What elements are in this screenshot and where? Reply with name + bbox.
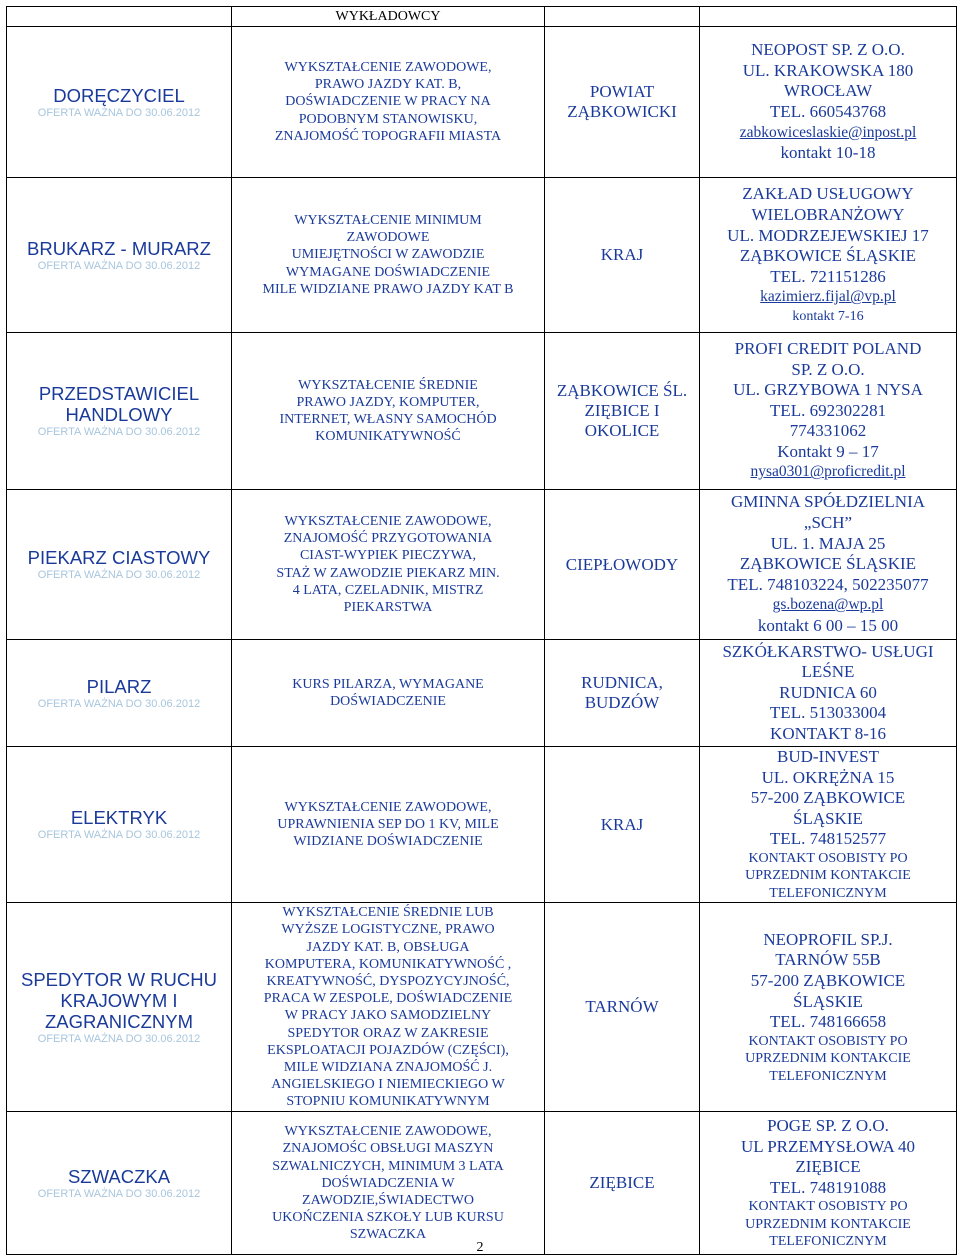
employer-line: ŚLĄSKIE bbox=[793, 808, 863, 828]
employer-cell bbox=[700, 640, 957, 747]
header-requirements-cell bbox=[232, 7, 545, 27]
employer-line: KONTAKT 8-16 bbox=[770, 723, 886, 743]
header-job-cell bbox=[7, 7, 232, 27]
employer-line: TEL. 513033004 bbox=[769, 703, 887, 723]
requirement-line: PIEKARSTWA bbox=[343, 599, 433, 615]
employer-line: 774331062 bbox=[789, 421, 867, 441]
employer-line: UL. 1. MAJA 25 bbox=[770, 533, 886, 553]
offer-validity: OFERTA WAŻNA DO 30.06.2012 bbox=[37, 106, 201, 119]
employer-line: GMINNA SPÓŁDZIELNIA bbox=[730, 492, 926, 512]
location-line: TARNÓW bbox=[585, 997, 659, 1017]
requirement-line: MILE WIDZIANA ZNAJOMOŚĆ J. bbox=[283, 1060, 493, 1076]
requirement-line: DOŚWIADCZENIA W bbox=[321, 1175, 455, 1191]
location-cell bbox=[545, 747, 700, 903]
job-title: ZAGRANICZNYM bbox=[45, 1010, 193, 1032]
job-cell bbox=[7, 640, 232, 747]
employer-line: WROCŁAW bbox=[783, 81, 873, 101]
job-cell bbox=[7, 903, 232, 1112]
job-title: ELEKTRYK bbox=[70, 807, 168, 829]
requirement-line: DOŚWIADCZENIE W PRACY NA bbox=[285, 94, 491, 110]
employer-line: BUD-INVEST bbox=[777, 747, 879, 766]
table-row bbox=[7, 178, 957, 333]
requirements-cell bbox=[232, 490, 545, 640]
requirement-line: ZNAJOMOŚĆ PRZYGOTOWANIA bbox=[283, 531, 493, 547]
offer-validity: OFERTA WAŻNA DO 30.06.2012 bbox=[37, 1032, 201, 1045]
requirement-line: SPEDYTOR ORAZ W ZAKRESIE bbox=[287, 1025, 489, 1041]
requirement-line: UKOŃCZENIA SZKOŁY LUB KURSU bbox=[272, 1210, 504, 1226]
requirement-line: STOPNIU KOMUNIKATYWNYM bbox=[286, 1094, 490, 1110]
requirement-line: WYKSZTAŁCENIE ZAWODOWE, bbox=[284, 59, 492, 75]
requirement-line: WYKSZTAŁCENIE ŚREDNIE bbox=[298, 377, 478, 393]
requirement-line: WYMAGANE DOŚWIADCZENIE bbox=[285, 264, 491, 280]
employer-line: KONTAKT OSOBISTY PO bbox=[748, 1199, 908, 1215]
employer-cell bbox=[700, 747, 957, 903]
job-cell bbox=[7, 333, 232, 490]
employer-line: kontakt 6 00 – 15 00 bbox=[757, 615, 899, 635]
requirements-cell bbox=[232, 333, 545, 490]
employer-line: TELEFONICZNYM bbox=[769, 1234, 887, 1250]
requirement-line: PRAWO JAZDY, KOMPUTER, bbox=[296, 394, 480, 410]
employer-line: SP. Z O.O. bbox=[791, 359, 865, 379]
location-line: ZIĘBICE bbox=[589, 1173, 655, 1193]
employer-line: UPRZEDNIM KONTAKCIE bbox=[745, 1216, 911, 1232]
employer-line: kontakt 7-16 bbox=[792, 309, 864, 325]
employer-cell bbox=[700, 333, 957, 490]
location-cell bbox=[545, 640, 700, 747]
employer-line: NEOPOST SP. Z O.O. bbox=[751, 40, 905, 60]
requirement-line: ZAWODOWE bbox=[346, 230, 430, 246]
requirement-line: ZNAJOMOŚĆ TOPOGRAFII MIASTA bbox=[274, 128, 502, 144]
employer-cell bbox=[700, 178, 957, 333]
header-employer-cell bbox=[700, 7, 957, 27]
employer-cell bbox=[700, 490, 957, 640]
employer-line: TEL. 748191088 bbox=[769, 1177, 887, 1197]
table-row bbox=[7, 903, 957, 1112]
header-row bbox=[7, 7, 957, 27]
employer-line: TELEFONICZNYM bbox=[769, 885, 887, 901]
offer-validity: OFERTA WAŻNA DO 30.06.2012 bbox=[37, 697, 201, 710]
requirement-line: PRACA W ZESPOLE, DOŚWIADCZENIE bbox=[263, 991, 513, 1007]
table-row bbox=[7, 490, 957, 640]
job-title: SPEDYTOR W RUCHU bbox=[21, 968, 217, 990]
location-cell bbox=[545, 178, 700, 333]
requirement-line: PODOBNYM STANOWISKU, bbox=[298, 111, 478, 127]
employer-line: UL. KRAKOWSKA 180 bbox=[742, 60, 914, 80]
employer-line: ŚLĄSKIE bbox=[793, 991, 863, 1011]
employer-line: TEL. 692302281 bbox=[769, 400, 887, 420]
requirement-line: KREATYWNOŚĆ, DYSPOZYCYJNOŚĆ, bbox=[266, 974, 510, 990]
requirements-cell bbox=[232, 178, 545, 333]
requirement-line: JAZDY KAT. B, OBSŁUGA bbox=[306, 939, 470, 955]
location-line: BUDZÓW bbox=[584, 693, 660, 712]
requirement-line: CIAST-WYPIEK PIECZYWA, bbox=[299, 548, 477, 564]
employer-email-link[interactable]: kazimierz.fijal@vp.pl bbox=[760, 288, 896, 306]
employer-line: TEL. 748103224, 502235077 bbox=[727, 574, 929, 594]
employer-line: SZKÓŁKARSTWO- USŁUGI bbox=[722, 641, 934, 661]
job-cell bbox=[7, 490, 232, 640]
employer-cell bbox=[700, 1112, 957, 1255]
requirement-line: EKSPLOATACJI POJAZDÓW (CZĘŚCI), bbox=[267, 1042, 509, 1058]
requirement-line: PRAWO JAZDY KAT. B, bbox=[314, 77, 462, 93]
employer-line: RUDNICA 60 bbox=[779, 682, 877, 702]
requirement-line: KOMPUTERA, KOMUNIKATYWNOŚĆ , bbox=[264, 956, 512, 972]
location-cell bbox=[545, 490, 700, 640]
requirement-line: SZWACZKA bbox=[349, 1227, 427, 1243]
requirement-line: SZWALNICZYCH, MINIMUM 3 LATA bbox=[272, 1158, 504, 1174]
employer-line: TELEFONICZNYM bbox=[769, 1068, 887, 1084]
requirement-line: MILE WIDZIANE PRAWO JAZDY KAT B bbox=[262, 281, 514, 297]
requirement-line: WYKSZTAŁCENIE ZAWODOWE, bbox=[284, 799, 492, 815]
employer-email-link[interactable]: nysa0301@proficredit.pl bbox=[750, 463, 906, 481]
employer-line: KONTAKT OSOBISTY PO bbox=[748, 850, 908, 866]
job-offers-table bbox=[6, 6, 957, 1255]
location-line: KRAJ bbox=[600, 814, 644, 834]
job-title: DORĘCZYCIEL bbox=[53, 84, 185, 106]
employer-line: WIELOBRANŻOWY bbox=[751, 205, 905, 225]
requirement-line: INTERNET, WŁASNY SAMOCHÓD bbox=[279, 412, 497, 427]
employer-line: ZĄBKOWICE ŚLĄSKIE bbox=[739, 554, 917, 574]
requirement-line: WYKSZTAŁCENIE ZAWODOWE, bbox=[284, 1124, 492, 1140]
employer-line: UL. GRZYBOWA 1 NYSA bbox=[733, 380, 923, 400]
requirement-line: KURS PILARZA, WYMAGANE bbox=[292, 676, 484, 692]
offer-validity: OFERTA WAŻNA DO 30.06.2012 bbox=[37, 426, 201, 438]
employer-cell bbox=[700, 903, 957, 1112]
requirement-line: WYŻSZE LOGISTYCZNE, PRAWO bbox=[281, 922, 495, 938]
location-line: KRAJ bbox=[600, 245, 644, 264]
employer-line: 57-200 ZĄBKOWICE bbox=[750, 970, 906, 990]
employer-line: TEL. 748166658 bbox=[769, 1012, 887, 1032]
employer-email-link[interactable]: zabkowiceslaskie@inpost.pl bbox=[739, 123, 917, 141]
employer-line: ZIĘBICE bbox=[795, 1157, 861, 1177]
requirement-line: STAŻ W ZAWODZIE PIEKARZ MIN. bbox=[276, 565, 500, 581]
employer-cell bbox=[700, 27, 957, 178]
requirements-cell bbox=[232, 747, 545, 903]
job-cell bbox=[7, 27, 232, 178]
requirement-line: ZNAJOMOŚC OBSŁUGI MASZYN bbox=[282, 1141, 494, 1157]
location-line: ZĄBKOWICKI bbox=[567, 102, 677, 121]
location-line: CIEPŁOWODY bbox=[565, 554, 679, 574]
requirement-line: WYKSZTAŁCENIE ŚREDNIE LUB bbox=[282, 905, 494, 921]
offer-validity: OFERTA WAŻNA DO 30.06.2012 bbox=[37, 259, 201, 272]
job-cell bbox=[7, 747, 232, 903]
employer-line: KONTAKT OSOBISTY PO bbox=[748, 1033, 908, 1049]
requirement-line: KOMUNIKATYWNOŚĆ bbox=[315, 429, 461, 445]
employer-line: PROFI CREDIT POLAND bbox=[734, 338, 922, 358]
employer-line: UPRZEDNIM KONTAKCIE bbox=[745, 868, 911, 884]
employer-line: TEL. 748152577 bbox=[769, 829, 887, 849]
job-title: PIEKARZ CIASTOWY bbox=[27, 547, 211, 568]
offer-validity: OFERTA WAŻNA DO 30.06.2012 bbox=[37, 1187, 201, 1200]
job-title: HANDLOWY bbox=[65, 404, 173, 425]
requirement-line: DOŚWIADCZENIE bbox=[330, 694, 446, 709]
employer-line: POGE SP. Z O.O. bbox=[767, 1116, 889, 1136]
employer-line: UL. MODRZEJEWSKIEJ 17 bbox=[727, 225, 929, 245]
employer-line: TEL. 721151286 bbox=[770, 266, 886, 286]
job-cell bbox=[7, 178, 232, 333]
table-row bbox=[7, 333, 957, 490]
table-row bbox=[7, 27, 957, 178]
employer-line: UL PRZEMYSŁOWA 40 bbox=[740, 1136, 916, 1156]
employer-line: Kontakt 9 – 17 bbox=[777, 441, 879, 461]
job-title: BRUKARZ - MURARZ bbox=[27, 237, 211, 259]
location-line: OKOLICE bbox=[584, 421, 660, 440]
page-number: 2 bbox=[476, 1240, 484, 1255]
job-offers-body bbox=[7, 7, 957, 1255]
requirement-line: WYKSZTAŁCENIE MINIMUM bbox=[294, 212, 482, 228]
employer-line: UL. OKRĘŻNA 15 bbox=[761, 767, 895, 787]
table-row bbox=[7, 640, 957, 747]
requirement-line: W PRACY JAKO SAMODZIELNY bbox=[284, 1008, 492, 1024]
requirement-line: UPRAWNIENIA SEP DO 1 KV, MILE bbox=[277, 817, 499, 833]
employer-line: ZAKŁAD USŁUGOWY bbox=[742, 184, 914, 204]
job-cell bbox=[7, 1112, 232, 1255]
job-title: SZWACZKA bbox=[67, 1165, 171, 1187]
employer-line: 57-200 ZĄBKOWICE bbox=[750, 788, 906, 808]
requirement-line: WYKSZTAŁCENIE ZAWODOWE, bbox=[284, 513, 492, 529]
job-title: PRZEDSTAWICIEL bbox=[38, 383, 200, 404]
requirements-cell bbox=[232, 27, 545, 178]
table-row bbox=[7, 747, 957, 903]
employer-line: kontakt 10-18 bbox=[780, 143, 876, 163]
employer-line: „SCH” bbox=[803, 513, 853, 533]
requirements-cell bbox=[232, 903, 545, 1112]
employer-line: NEOPROFIL SP.J. bbox=[763, 929, 893, 949]
location-cell bbox=[545, 27, 700, 178]
job-title: PILARZ bbox=[86, 675, 152, 697]
employer-line: TEL. 660543768 bbox=[769, 102, 887, 121]
job-title: KRAJOWYM I bbox=[60, 989, 178, 1011]
requirement-line: ZAWODZIE,ŚWIADECTWO bbox=[302, 1193, 474, 1209]
offer-validity: OFERTA WAŻNA DO 30.06.2012 bbox=[37, 829, 201, 842]
offer-validity: OFERTA WAŻNA DO 30.06.2012 bbox=[37, 569, 201, 581]
requirement-line: 4 LATA, CZELADNIK, MISTRZ bbox=[292, 582, 484, 598]
employer-email-link[interactable]: gs.bozena@wp.pl bbox=[772, 596, 884, 614]
requirements-cell bbox=[232, 640, 545, 747]
location-line: POWIAT bbox=[589, 82, 655, 101]
location-cell bbox=[545, 903, 700, 1112]
requirement-line: UMIEJĘTNOŚCI W ZAWODZIE bbox=[291, 247, 485, 263]
requirement-line: WIDZIANE DOŚWIADCZENIE bbox=[293, 834, 483, 850]
table-row bbox=[7, 1112, 957, 1255]
employer-line: UPRZEDNIM KONTAKCIE bbox=[745, 1051, 911, 1067]
requirement-line: ANGIELSKIEGO I NIEMIECKIEGO W bbox=[271, 1077, 505, 1093]
location-line: ZĄBKOWICE ŚL. bbox=[556, 381, 688, 400]
requirements-cell bbox=[232, 1112, 545, 1255]
employer-line: LEŚNE bbox=[801, 662, 855, 682]
location-cell bbox=[545, 1112, 700, 1255]
location-cell bbox=[545, 333, 700, 490]
header-location-cell bbox=[545, 7, 700, 27]
requirements-heading: WYKŁADOWCY bbox=[335, 9, 441, 24]
employer-line: TARNÓW 55B bbox=[775, 950, 881, 970]
employer-line: ZĄBKOWICE ŚLĄSKIE bbox=[739, 246, 917, 266]
location-line: RUDNICA, bbox=[581, 673, 663, 692]
location-line: ZIĘBICE I bbox=[584, 401, 660, 420]
